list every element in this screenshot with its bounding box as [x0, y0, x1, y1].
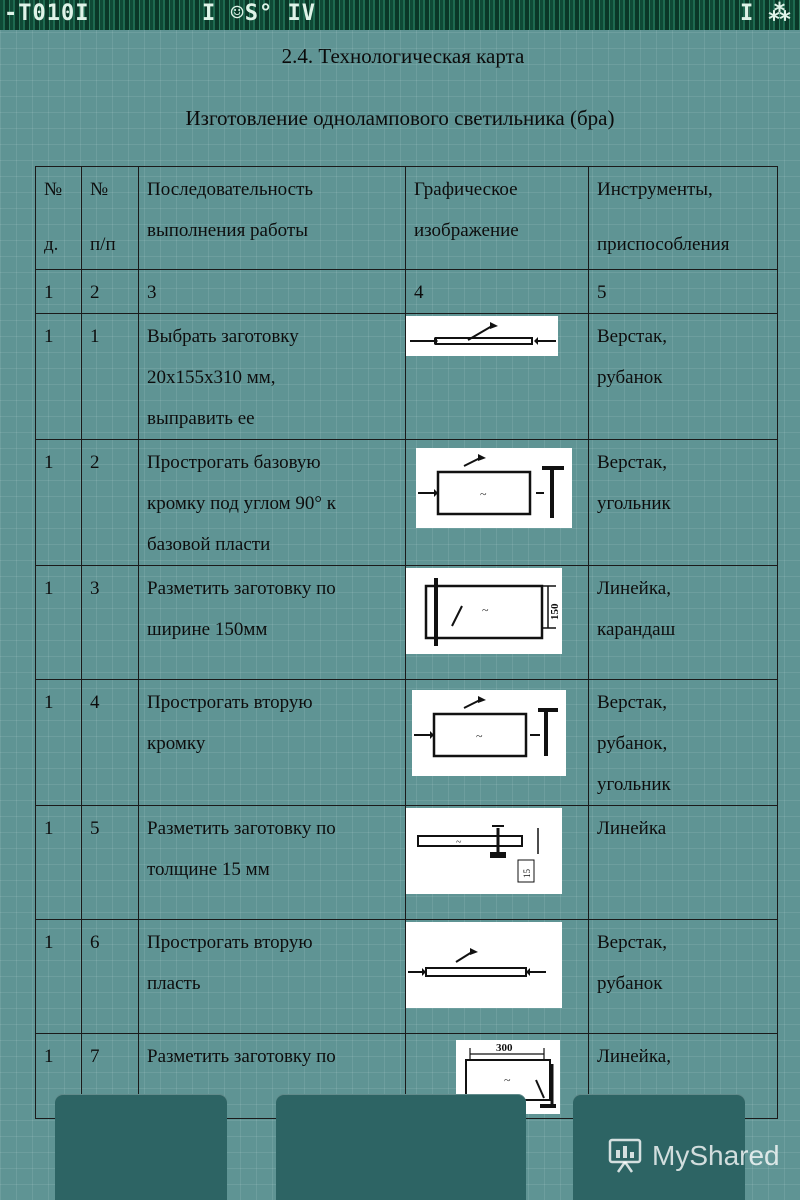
cell-operation: Разметить заготовку по ширине 150мм — [147, 578, 336, 640]
column-number: 1 — [36, 270, 82, 314]
myshared-watermark — [606, 1132, 786, 1180]
header-label: Графическое изображение — [414, 179, 519, 241]
header-label: д. — [44, 234, 59, 255]
svg-text:~: ~ — [504, 1073, 511, 1087]
edge-planing-square-sketch — [416, 448, 572, 528]
contour-dimension-label: 300 — [496, 1042, 513, 1054]
cell-number: 3 — [82, 566, 139, 680]
cell-d: 1 — [36, 920, 82, 1034]
cell-drawing — [406, 680, 589, 806]
cell-tools: Верстак, рубанок — [597, 326, 667, 388]
thickness-dimension-label: 15 — [522, 869, 532, 878]
cell-d: 1 — [36, 314, 82, 440]
header-cell-number — [82, 167, 139, 270]
cell-operation: Разметить заготовку по толщине 15 мм — [147, 818, 336, 880]
cell-operation: Выбрать заготовку 20х155х310 мм, выправить ее — [147, 326, 299, 429]
cell-tools: Верстак, угольник — [597, 452, 671, 514]
footer-nav-tab-middle[interactable] — [276, 1094, 526, 1200]
cell-tools: Линейка — [597, 818, 667, 839]
banner-glyphs-right: I ⁂ — [740, 1, 792, 26]
cell-operation: Прострогать вторую пласть — [147, 932, 313, 994]
svg-text:~: ~ — [480, 487, 487, 501]
cell-drawing — [406, 920, 589, 1034]
header-cell-operation — [139, 167, 406, 270]
header-label: п/п — [90, 234, 116, 255]
table-row — [36, 440, 778, 566]
cell-tools: Верстак, рубанок — [597, 932, 667, 994]
technological-map-table — [35, 166, 778, 1119]
cell-tools: Линейка, карандаш — [597, 578, 676, 640]
cell-drawing — [406, 566, 589, 680]
table-row — [36, 920, 778, 1034]
header-label: приспособления — [597, 234, 730, 255]
header-label: Последовательность выполнения работы — [147, 179, 314, 241]
footer-nav-tab-left[interactable] — [55, 1094, 227, 1200]
cell-number: 7 — [82, 1034, 139, 1119]
header-cell-tools — [589, 167, 778, 270]
cell-drawing — [406, 806, 589, 920]
cell-tools: Линейка, — [597, 1046, 671, 1067]
column-number: 3 — [139, 270, 406, 314]
cell-number: 6 — [82, 920, 139, 1034]
width-dimension-label: 150 — [549, 603, 561, 620]
presentation-board-icon — [606, 1136, 646, 1176]
svg-text:~: ~ — [482, 603, 489, 617]
board-planing-sketch — [406, 316, 558, 356]
cell-d: 1 — [36, 680, 82, 806]
cell-operation: Разметить заготовку по — [147, 1046, 336, 1067]
table-row — [36, 314, 778, 440]
width-marking-sketch — [406, 568, 562, 654]
header-label: № — [44, 179, 63, 200]
cell-d: 1 — [36, 440, 82, 566]
column-number: 2 — [82, 270, 139, 314]
header-cell-drawing — [406, 167, 589, 270]
table-row — [36, 806, 778, 920]
cell-d: 1 — [36, 1034, 82, 1119]
banner-glyphs-left: -T010I — [4, 1, 90, 26]
svg-text:~: ~ — [456, 837, 462, 848]
column-number: 4 — [406, 270, 589, 314]
watermark-text: MyShared — [652, 1140, 780, 1171]
cell-operation: Прострогать базовую кромку под углом 90° к базовой пласти — [147, 452, 336, 555]
cell-drawing — [406, 314, 589, 440]
cell-number: 5 — [82, 806, 139, 920]
section-title: 2.4. Технологическая карта — [281, 44, 525, 68]
header-label: № — [90, 179, 109, 200]
cell-number: 2 — [82, 440, 139, 566]
cell-d: 1 — [36, 566, 82, 680]
second-edge-planing-sketch — [412, 690, 566, 776]
header-label: Инструменты, — [597, 179, 713, 200]
cell-operation: Прострогать вторую кромку — [147, 692, 313, 754]
cell-d: 1 — [36, 806, 82, 920]
cell-number: 1 — [82, 314, 139, 440]
table-header-row — [36, 167, 778, 270]
column-number: 5 — [589, 270, 778, 314]
banner-glyphs-middle: I ☺S° IV — [202, 1, 316, 26]
cell-drawing — [406, 440, 589, 566]
cell-number: 4 — [82, 680, 139, 806]
document-subtitle: Изготовление однолампового светильника (бра) — [185, 106, 615, 130]
svg-text:~: ~ — [476, 729, 483, 743]
face-planing-sketch — [406, 922, 562, 1008]
column-number-row — [36, 270, 778, 314]
header-cell-d — [36, 167, 82, 270]
thickness-marking-sketch — [406, 808, 562, 894]
cell-tools: Верстак, рубанок, угольник — [597, 692, 671, 795]
decorative-top-banner — [0, 0, 800, 30]
table-row — [36, 566, 778, 680]
table-row — [36, 680, 778, 806]
